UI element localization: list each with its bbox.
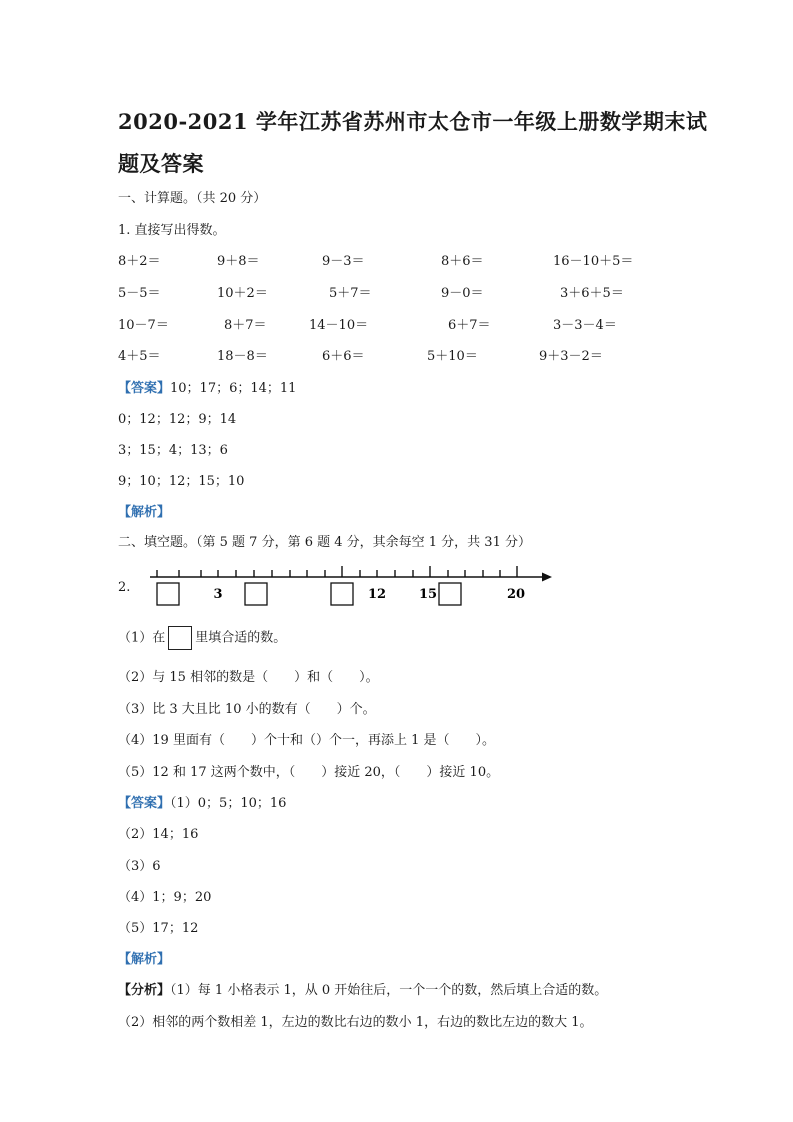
subquestion-3: （3）比 3 大且比 10 小的数有（ ）个。: [118, 702, 376, 717]
answer-tag: 【答案】: [118, 381, 171, 396]
problem: 6＋7＝: [448, 318, 491, 333]
problem: 3＋6＋5＝: [560, 286, 624, 301]
answer-text: （5）17；12: [118, 921, 199, 936]
analysis-tag: 【解析】: [118, 505, 171, 520]
analysis-line: [118, 979, 607, 998]
analysis-label: 【分析】: [118, 983, 171, 998]
question1-label: 1. 直接写出得数。: [118, 223, 226, 238]
answer-text: （1）0；5；10；16: [170, 796, 287, 811]
problem: 5－5＝: [118, 286, 161, 301]
answer-text: 10；17；6；14；11: [170, 381, 297, 396]
answer-text: 9；10；12；15；10: [118, 474, 245, 489]
answer-text: （4）1；9；20: [118, 890, 212, 905]
problem: 3－3－4＝: [553, 318, 617, 333]
problem: 16－10＋5＝: [553, 254, 634, 269]
answer-tag: 【答案】: [118, 796, 171, 811]
answer-text: （3）6: [118, 859, 161, 874]
section2-heading: 二、填空题。（第 5 题 7 分，第 6 题 4 分，其余每空 1 分，共 31 分）: [118, 535, 531, 550]
subquestion-4: （4）19 里面有（ ）个十和（）个一，再添上 1 是（ ）。: [118, 733, 495, 748]
answer-line: [118, 377, 296, 396]
problem: 18－8＝: [217, 349, 268, 364]
inline-answer-box: [168, 626, 192, 650]
number-line-arrow: [542, 573, 552, 582]
analysis-tag: 【解析】: [118, 952, 171, 967]
number-label: 12: [367, 587, 387, 602]
answer-box: [157, 583, 179, 605]
analysis-text: （2）相邻的两个数相差 1，左边的数比右边的数小 1，右边的数比左边的数大 1。: [118, 1015, 593, 1030]
problem: 8＋7＝: [224, 318, 267, 333]
problem: 9＋3－2＝: [539, 349, 603, 364]
problem: 10－7＝: [118, 318, 169, 333]
section1-heading: 一、计算题。（共 20 分）: [118, 191, 267, 206]
number-line-diagram: [140, 560, 560, 610]
analysis-text: （1）每 1 小格表示 1，从 0 开始往后，一个一个的数，然后填上合适的数。: [170, 983, 608, 998]
subquestion-1: [118, 626, 286, 650]
subquestion-5: （5）12 和 17 这两个数中，（ ）接近 20，（ ）接近 10。: [118, 765, 500, 780]
document-title-line2: 题及答案: [118, 151, 204, 176]
problem: 5＋7＝: [329, 286, 372, 301]
answer-box: [331, 583, 353, 605]
question2-number: 2.: [118, 580, 131, 595]
number-label: 3: [213, 587, 223, 602]
answer-text: 0；12；12；9；14: [118, 412, 237, 427]
document-title-line1: 2020-2021 学年江苏省苏州市太仓市一年级上册数学期末试: [118, 109, 708, 134]
problem: 9＋8＝: [217, 254, 260, 269]
problem: 14－10＝: [309, 318, 369, 333]
subquestion-1-suffix: 里填合适的数。: [195, 630, 287, 646]
number-label: 15: [418, 587, 438, 602]
answer-box: [439, 583, 461, 605]
subquestion-1-prefix: （1）在: [118, 630, 166, 646]
subquestion-2: （2）与 15 相邻的数是（ ）和（ ）。: [118, 670, 379, 685]
answer-text: （2）14；16: [118, 827, 199, 842]
problem: 8＋2＝: [118, 254, 161, 269]
tick-marks: [157, 566, 517, 577]
problem: 10＋2＝: [217, 286, 268, 301]
problem: 8＋6＝: [441, 254, 484, 269]
answer-text: 3；15；4；13；6: [118, 443, 228, 458]
answer-box: [245, 583, 267, 605]
problem: 9－0＝: [441, 286, 484, 301]
problem: 4＋5＝: [118, 349, 161, 364]
problem: 5＋10＝: [427, 349, 478, 364]
number-label: 20: [506, 587, 526, 602]
answer-line: [118, 792, 286, 811]
problem: 6＋6＝: [322, 349, 365, 364]
problem: 9－3＝: [322, 254, 365, 269]
